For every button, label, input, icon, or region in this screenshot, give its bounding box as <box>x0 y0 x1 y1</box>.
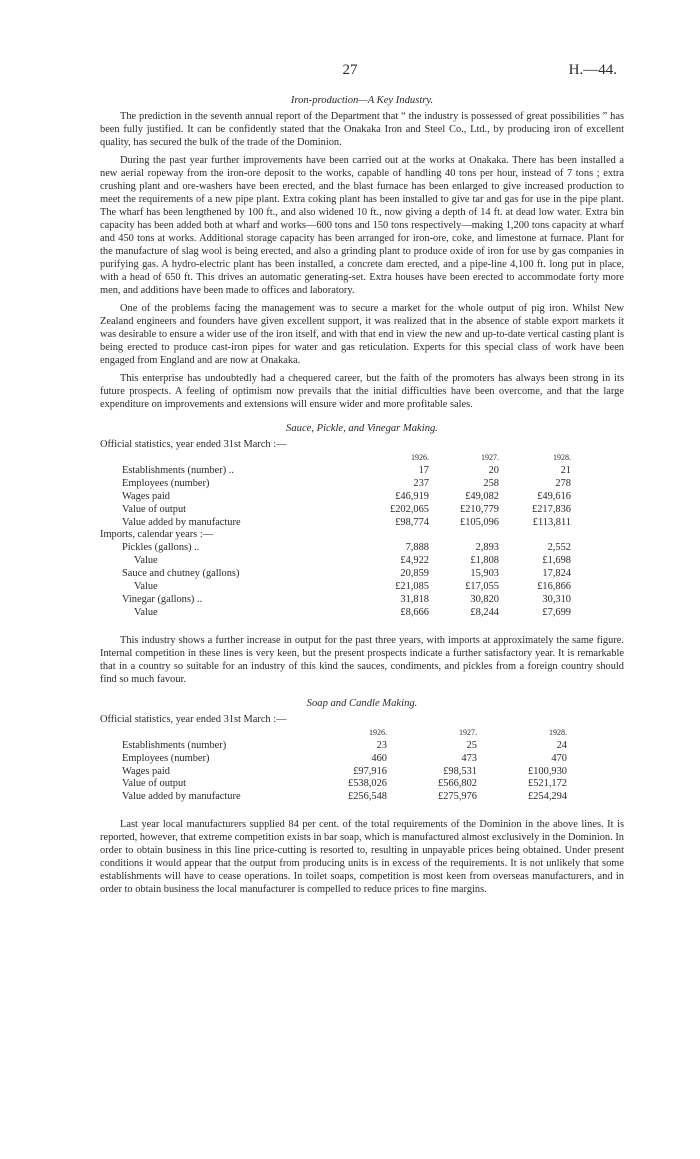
cell-value: £275,976 <box>438 791 477 803</box>
cell-value: £8,244 <box>470 606 499 618</box>
row-label: Value added by manufacture <box>122 791 241 803</box>
cell-value: £16,866 <box>537 581 571 593</box>
header-blank <box>122 727 332 740</box>
cell-value: £49,616 <box>537 490 571 502</box>
cell-value: £8,666 <box>400 606 429 618</box>
paragraph: Last year local manufacturers supplied 84 per cent. of the total requirements of the Dominion in the above lines. It is reported, however, that extreme competition exists in bar soap, which is manufactured almost exclusively in the Dominion. In order to obtain business in this line price-cutting is resorted to, resulting in unpayable prices being obtained. Under present conditions it would appear that the output from producing units is in excess of the requirements. It is not unlikely that some establishments will have to cease operations. In toilet soaps, competition is most keen from overseas manufacturers, and in order to obtain business the local manufacturer is compelled to reduce prices to fine margins. <box>100 819 624 896</box>
cell-value: £21,085 <box>395 581 429 593</box>
cell-value: 473 <box>461 752 477 764</box>
cell-value: £100,930 <box>528 765 567 777</box>
table-row <box>100 478 571 491</box>
year-header: 1926. <box>369 727 387 737</box>
table-row <box>100 607 571 620</box>
cell-value: 278 <box>555 477 571 489</box>
cell-value: 20 <box>488 464 499 476</box>
table-header-row <box>122 727 567 740</box>
cell-value: 237 <box>413 477 429 489</box>
row-label: Wages paid <box>122 490 170 502</box>
year-header: 1928. <box>549 727 567 737</box>
cell-value: 23 <box>376 739 387 751</box>
cell-value: 470 <box>551 752 567 764</box>
cell-value: £113,811 <box>532 516 571 528</box>
cell-value: £97,916 <box>353 765 387 777</box>
table-row <box>100 504 571 517</box>
cell-value: £17,055 <box>465 581 499 593</box>
cell-value: £1,808 <box>470 555 499 567</box>
paragraph: The prediction in the seventh annual report of the Department that “ the industry is possessed of great possibilities ” has been fully justified. It can be confidently stated that the Onakaka Iron and Steel Co., Ltd., by producing iron of excellent quality, has secured the bulk of the trade of the Dominion. <box>100 111 624 148</box>
row-label: Vinegar (gallons) .. <box>122 593 203 605</box>
cell-value: 258 <box>483 477 499 489</box>
page-number: 27 <box>342 62 358 78</box>
cell-value: 2,552 <box>547 542 571 554</box>
year-header: 1927. <box>459 727 477 737</box>
row-label: Pickles (gallons) .. <box>122 542 200 554</box>
table-row <box>122 766 567 779</box>
table-row <box>122 778 567 791</box>
cell-value: £217,836 <box>532 503 571 515</box>
cell-value: £521,172 <box>528 778 567 790</box>
table-row <box>100 542 571 555</box>
cell-value: 24 <box>556 739 567 751</box>
cell-value: 21 <box>560 464 571 476</box>
row-label: Employees (number) <box>122 752 210 764</box>
cell-value: £254,294 <box>528 791 567 803</box>
header-blank <box>100 452 379 465</box>
table-row <box>122 791 567 804</box>
cell-value: £7,699 <box>542 606 571 618</box>
cell-value: 17 <box>418 464 429 476</box>
row-label: Value <box>134 555 158 567</box>
table-subheading-row <box>100 529 571 542</box>
cell-value: 15,903 <box>470 568 499 580</box>
row-label: Value added by manufacture <box>122 516 241 528</box>
year-header: 1927. <box>481 453 499 462</box>
soap-statistics-table <box>122 727 567 804</box>
cell-value: 7,888 <box>405 542 429 554</box>
year-header: 1926. <box>411 453 429 462</box>
cell-value: 30,310 <box>542 593 571 605</box>
cell-value: £566,802 <box>438 778 477 790</box>
table-row <box>100 581 571 594</box>
section-heading-soap: Soap and Candle Making. <box>306 697 418 709</box>
table-row <box>100 555 571 568</box>
cell-value: £538,026 <box>348 778 387 790</box>
row-label: Employees (number) <box>122 477 210 489</box>
table-row <box>100 594 571 607</box>
cell-value: £105,096 <box>460 516 499 528</box>
section-heading-sauce: Sauce, Pickle, and Vinegar Making. <box>286 423 438 434</box>
cell-value: 25 <box>466 739 477 751</box>
cell-value: £210,779 <box>460 503 499 515</box>
cell-value: £1,698 <box>542 555 571 567</box>
table-row <box>122 753 567 766</box>
cell-value: £4,922 <box>400 555 429 567</box>
row-label: Value <box>134 606 158 618</box>
cell-value: 460 <box>371 752 387 764</box>
cell-value: £98,531 <box>443 765 477 777</box>
paragraph: One of the problems facing the management was to secure a market for the whole output of pig iron. Whilst New Zealand engineers and founders have given excellent support, it was realized that in the absence of stable export markets it was desirable to ensure a wider use of the iron itself, and with that end in view the new and up-to-date vertical casting plant is being erected to produce cast-iron pipes for water and gas reticulation. Experts for this special class of work have been engaged from England and are now at Onakaka. <box>100 303 624 366</box>
cell-value: £49,082 <box>465 490 499 502</box>
table-header-row <box>100 452 571 465</box>
row-label: Sauce and chutney (gallons) <box>122 568 240 580</box>
cell-value: 20,859 <box>400 568 429 580</box>
section-heading-iron: Iron-production—A Key Industry. <box>290 95 434 106</box>
cell-value: £46,919 <box>395 490 429 502</box>
paragraph: This industry shows a further increase in output for the past three years, with imports at approximately the same figure. Internal competition in these lines is very keen, but the present prospects indicate a further satisfactory year. It is remarkable that in a country so suitable for an industry of this kind the sauces, condiments, and pickles from a foreign country should find so much favour. <box>100 634 624 685</box>
cell-value: 31,818 <box>400 593 429 605</box>
imports-label: Imports, calendar years :— <box>100 529 214 541</box>
table-intro: Official statistics, year ended 31st March :— <box>100 713 287 725</box>
page-content <box>100 94 624 901</box>
table-row <box>100 465 571 478</box>
row-label: Establishments (number) .. <box>122 464 234 476</box>
cell-value: £256,548 <box>348 791 387 803</box>
paragraph: This enterprise has undoubtedly had a chequered career, but the faith of the promoters has always been strong in its future prospects. A feeling of optimism now prevails that the initial difficulties have been overcome, and that the large expenditure on improvements and extensions will ensure wider and more profitable sales. <box>100 373 624 410</box>
table-intro: Official statistics, year ended 31st March :— <box>100 439 287 450</box>
table-row <box>100 491 571 504</box>
cell-value: £98,774 <box>395 516 429 528</box>
row-label: Value of output <box>122 778 187 790</box>
table-row <box>100 517 571 530</box>
sauce-statistics-table <box>100 452 571 620</box>
row-label: Value <box>134 581 158 593</box>
cell-value: 30,820 <box>470 593 499 605</box>
table-row <box>122 740 567 753</box>
row-label: Wages paid <box>122 765 170 777</box>
document-code: H.—44. <box>568 62 617 78</box>
cell-value: 2,893 <box>475 542 499 554</box>
row-label: Value of output <box>122 503 187 515</box>
paragraph: During the past year further improvements have been carried out at the works at Onakaka. There has been installed a new aerial ropeway from the iron-ore deposit to the works, capable of handling 40 tons per hour, instead of 7 tons ; extra crushing plant and ore-washers have been erected, and the blast furnace has been enlarged to give increased production to meet the requirements of a new pipe plant. Extra coking plant has been installed to give tar and gas for use in the pipe plant. The wharf has been lengthened by 100 ft., and also widened 10 ft., now giving a depth of 14 ft. at dead low water. Extra bin capacity has been added both at wharf and works—600 tons and 150 tons respectively—making 1,200 tons capacity at wharf and 450 tons at works. Additional storage capacity has been arranged for iron-ore, coke, and limestone at furnace. Plant for the manufacture of slag wool is being erected, and also a grinding plant to produce oxide of iron for use by gas companies in purifying gas. A hydro-electric plant has been installed, a concrete dam erected, and a pipe-line 4,100 ft. long put in place, with a head of 650 ft. This drives an automatic generating-set. Extra houses have been erected to accommodate forty more men, and additions have been made to offices and laboratory. <box>100 155 624 296</box>
cell-value: £202,065 <box>390 503 429 515</box>
cell-value: 17,824 <box>542 568 571 580</box>
row-label: Establishments (number) <box>122 739 227 751</box>
table-row <box>100 568 571 581</box>
year-header: 1928. <box>553 453 571 462</box>
